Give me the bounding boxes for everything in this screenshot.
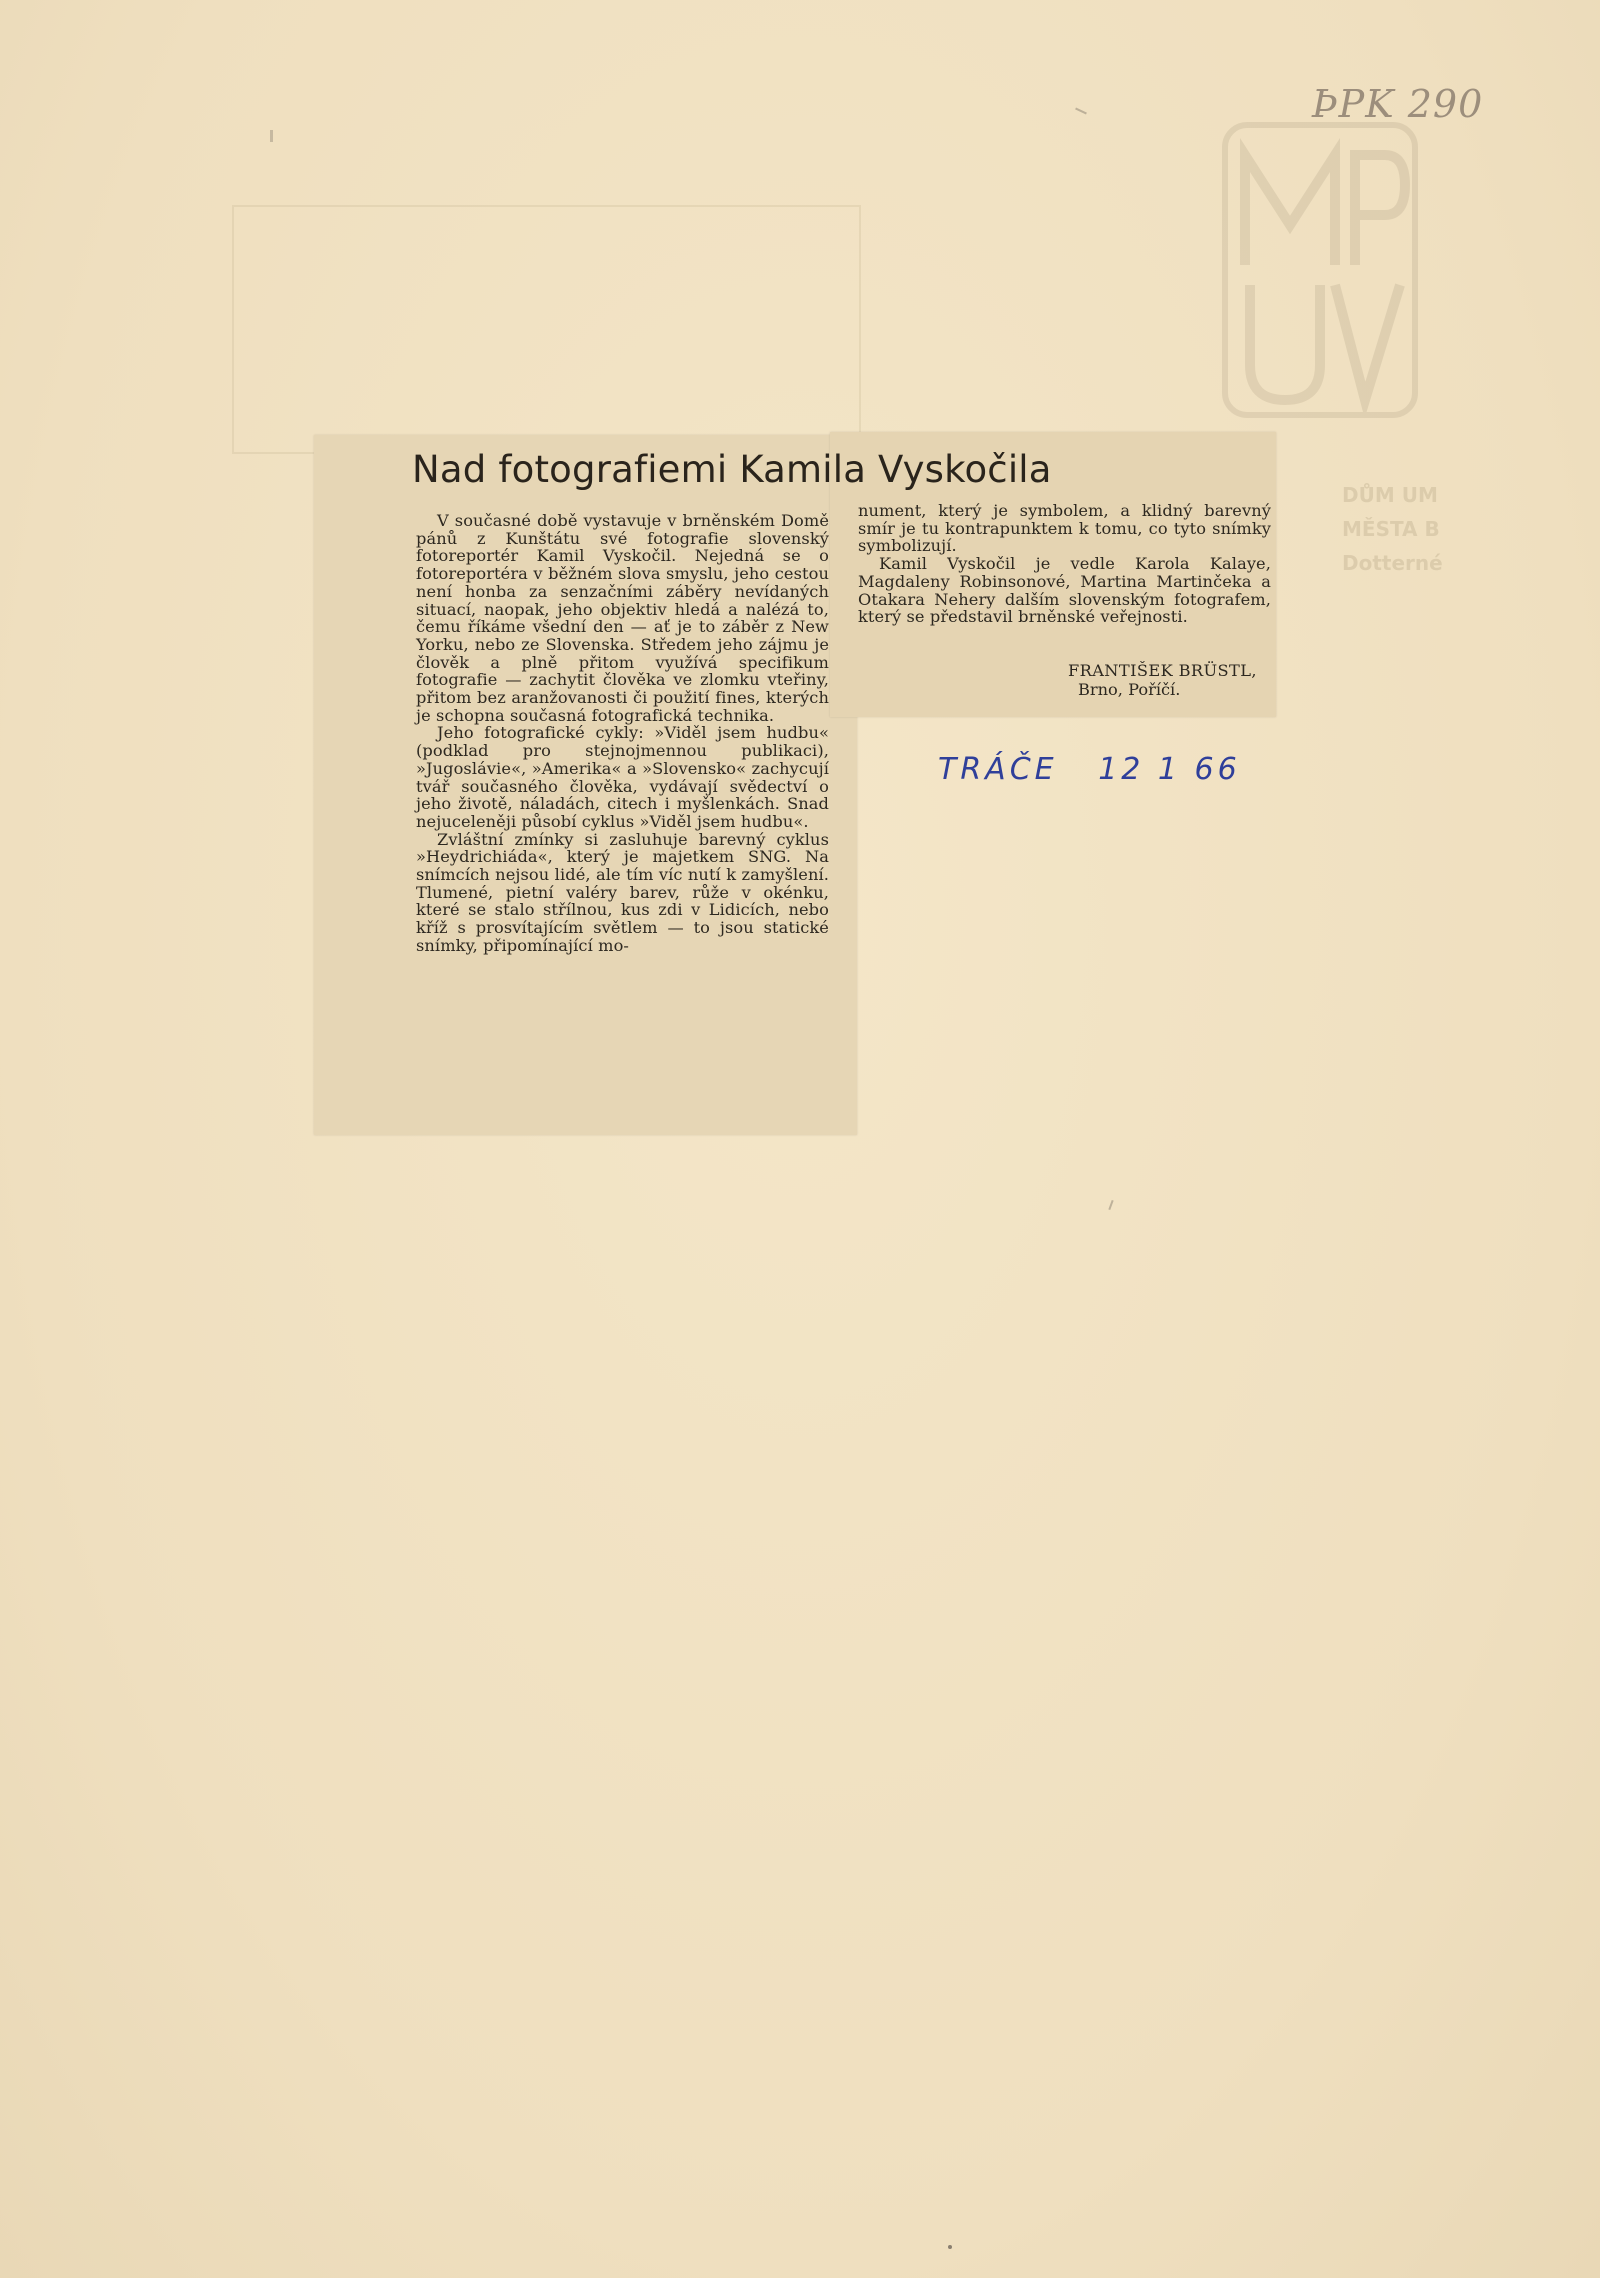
article-paragraph: Zvláštní zmínky si zasluhuje barevný cyklus »Heydrichiáda«, který je majetkem SNG. Na snímcích nejsou lidé, ale tím víc nutí k zamyšlení. Tlumené, pietní valéry barev, růže v okénku, které se stalo střílnou, kus zdi v Lidicích, nebo kříž s prosvítajícím světlem — to jsou statické snímky, připomínající mo- [416, 829, 829, 955]
author-name: FRANTIŠEK BRÜSTL, [1068, 661, 1257, 680]
article-byline [1068, 661, 1283, 699]
article-headline: Nad fotografiemi Kamila Vyskočila [412, 448, 1052, 491]
paper-speck [1075, 108, 1087, 115]
article-paragraph: V současné době vystavuje v brněnském Domě pánů z Kunštátu své fotografie slovenský fotoreportér Kamil Vyskočil. Nejedná se o fotoreportéra v běžném slova smyslu, jeho cestou není honba za senzačními záběry nevídaných situací, naopak, jeho objektiv hledá a nalézá to, čemu říkáme všední den — ať je to záběr z New Yorku, nebo ze Slovenska. Středem jeho zájmu je člověk a plně přitom využívá specifikum fotografie — zachytit člověka ve zlomku vteřiny, přitom bez aranžovanosti či použití fines, kterých je schopna současná fotografická technika. [416, 511, 829, 725]
article-paragraph: nument, který je symbolem, a klidný barevný smír je tu kontrapunktem k tomu, co tyto snímky symbolizují. [858, 501, 1271, 556]
handwritten-date-note: TRÁČE 12 1 66 [938, 752, 1241, 787]
faint-rectangle-mark [232, 205, 861, 454]
paper-speck [270, 130, 273, 142]
article-left-column [416, 512, 829, 955]
paper-speck [1108, 1200, 1113, 1210]
archive-stamp-logo [1215, 115, 1425, 425]
author-place: Brno, Poříčí. [1078, 680, 1181, 699]
article-right-column [858, 502, 1271, 626]
paper-speck [948, 2245, 952, 2249]
archive-reference-mark: ÞPK 290 [1312, 82, 1484, 126]
stamp-side-text: DŮM UM MĚSTA B Dotterné [1342, 483, 1443, 575]
article-paragraph: Jeho fotografické cykly: »Viděl jsem hudbu« (podklad pro stejnojmennou publikaci), »Jugoslávie«, »Amerika« a »Slovensko« zachycují tvář současného člověka, vydávají svědectví o jeho životě, náladách, citech i myšlenkách. Snad nejuceleněji působí cyklus »Viděl jsem hudbu«. [416, 723, 829, 831]
article-paragraph: Kamil Vyskočil je vedle Karola Kalaye, Magdaleny Robinsonové, Martina Martinčeka a Otakara Nehery dalším slovenským fotografem, který se představil brněnské veřejnosti. [858, 554, 1271, 627]
